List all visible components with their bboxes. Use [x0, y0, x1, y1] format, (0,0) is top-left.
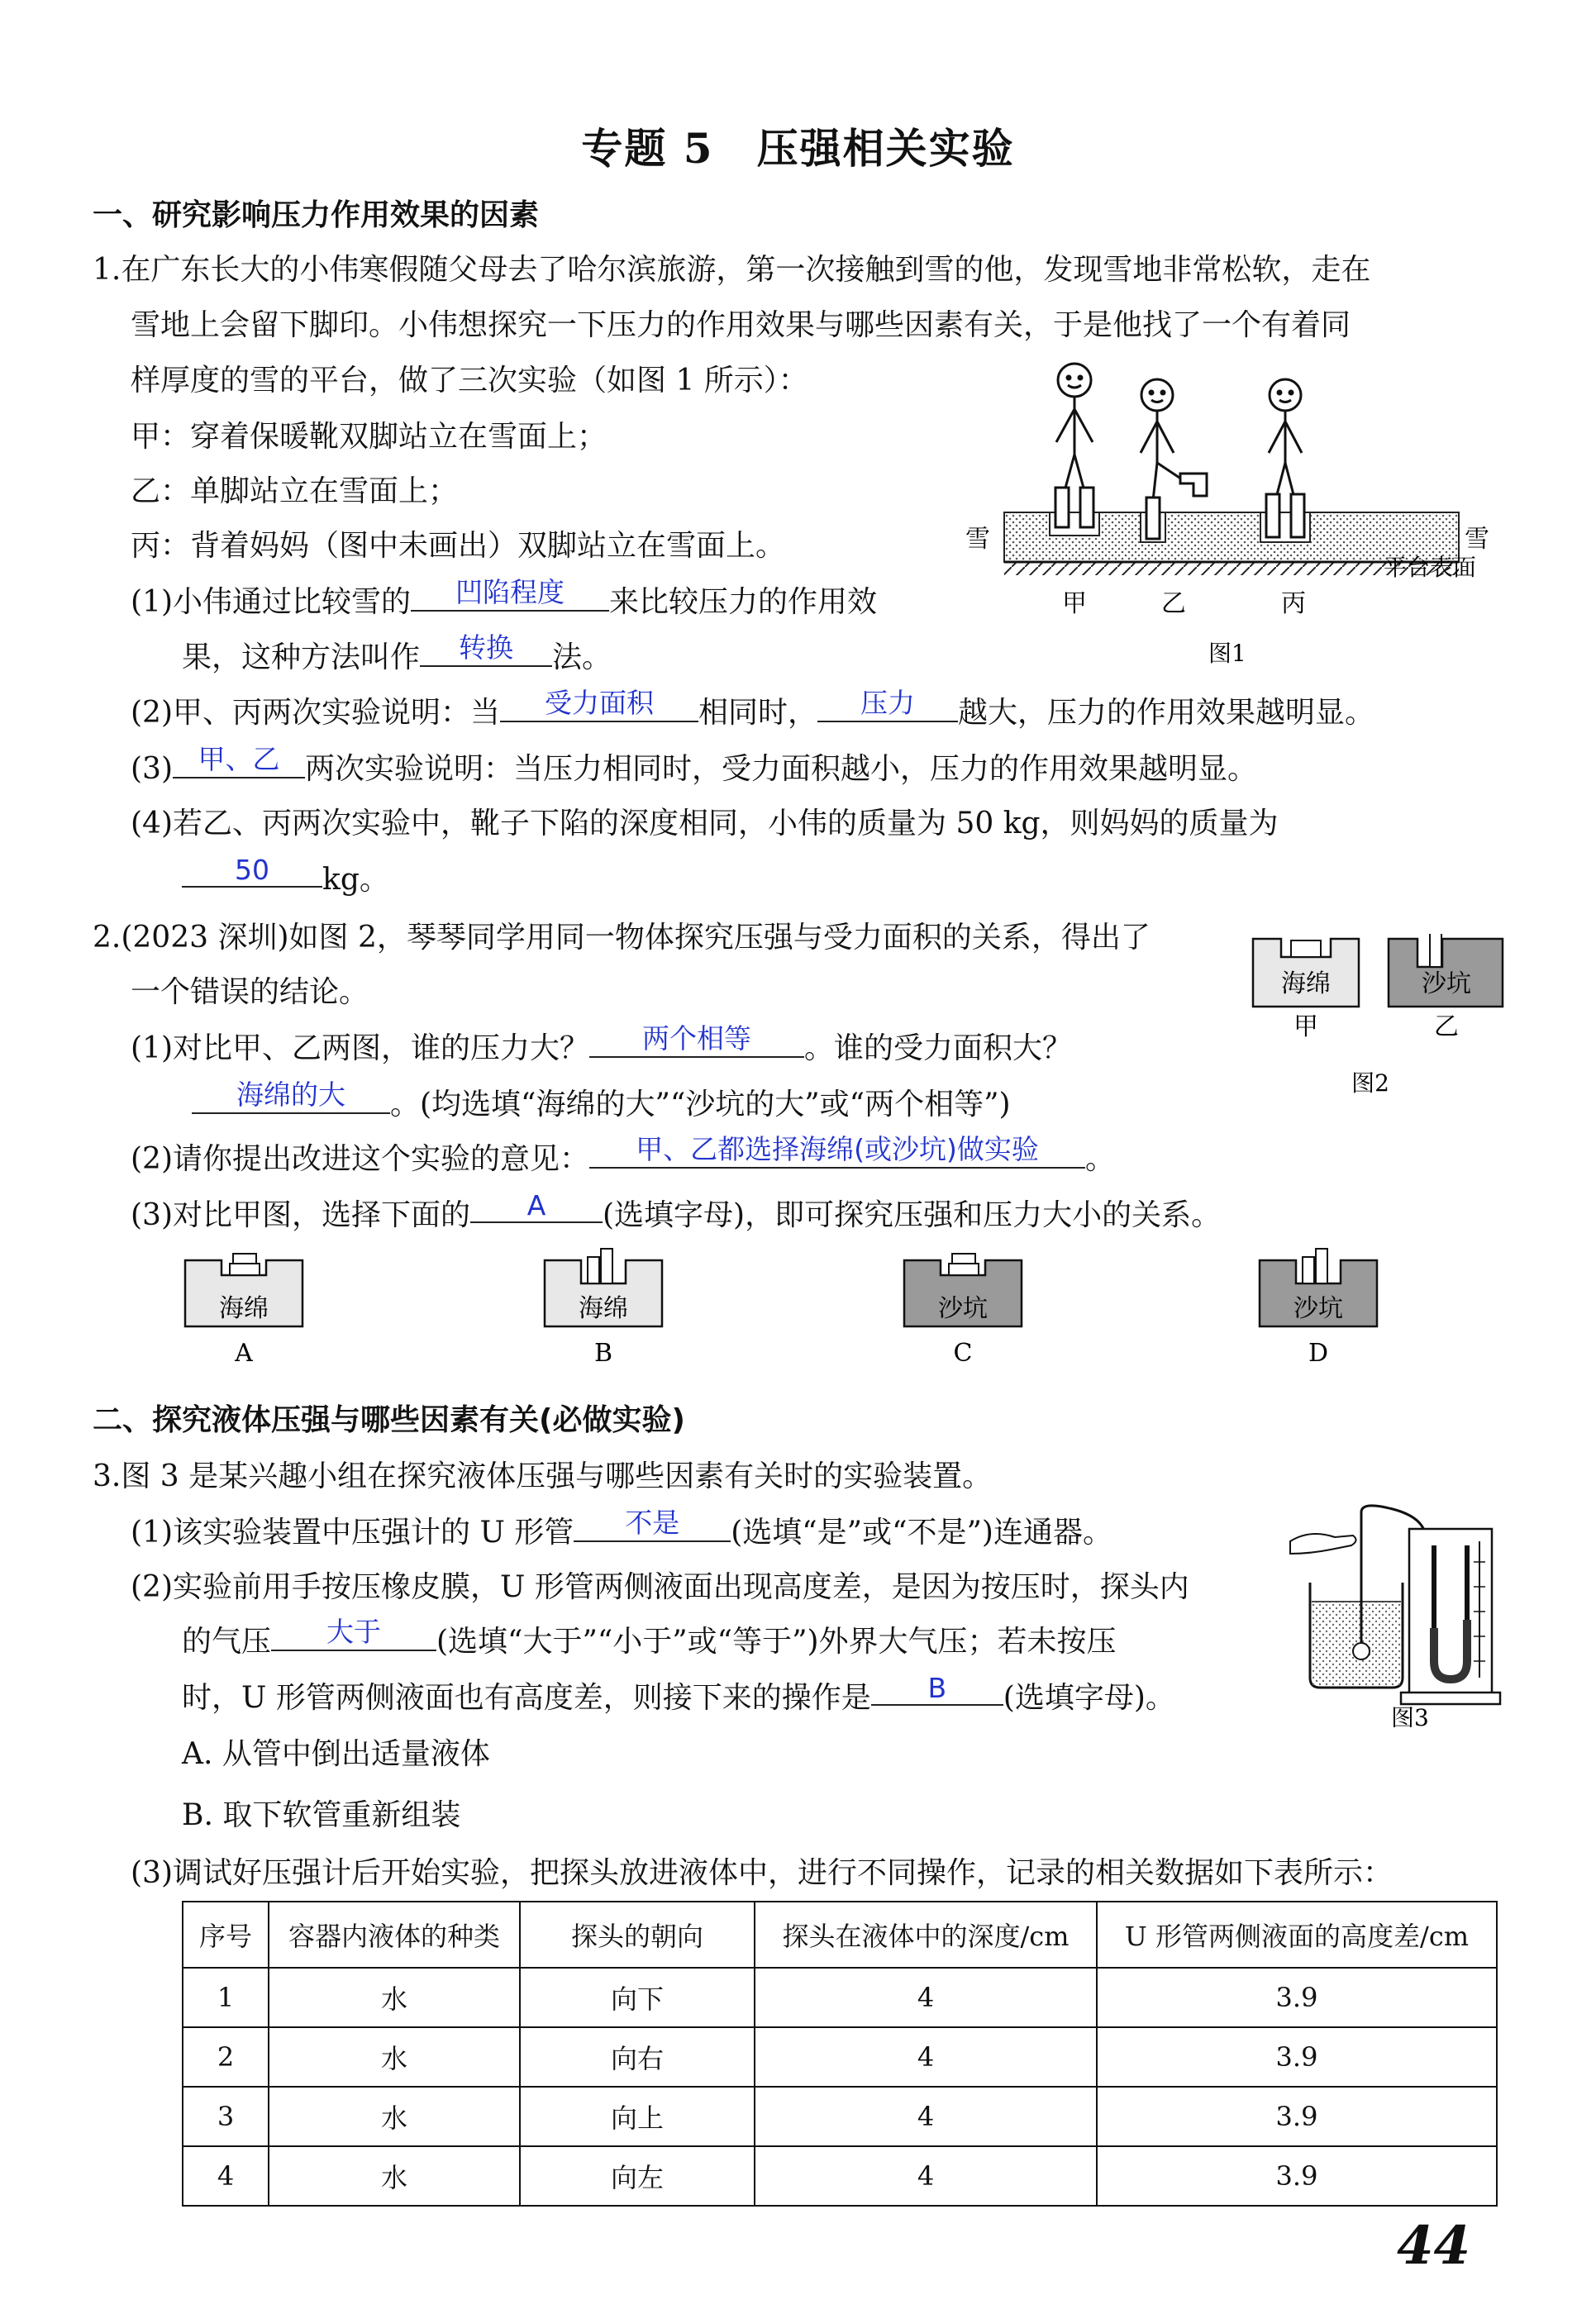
- q1-yi: 乙：单脚站立在雪面上；: [131, 474, 459, 508]
- fig1-platform-label: 平台表面: [1384, 554, 1477, 581]
- table-header: 探头在液体中的深度/cm: [755, 1902, 1097, 1968]
- table-header: U 形管两侧液面的高度差/cm: [1097, 1902, 1497, 1968]
- q2-part-1-cont: 海绵的大 。(均选填“海绵的大”“沙坑的大”或“两个相等”): [192, 1081, 1011, 1124]
- fig1-label-jia: 甲: [1062, 589, 1087, 618]
- table-cell: 3.9: [1097, 2146, 1497, 2206]
- option-d-figure[interactable]: [1256, 1244, 1380, 1376]
- table-row: [183, 2087, 1497, 2146]
- q1-part-2: (2)甲、丙两次实验说明：当 受力面积 相同时， 压力 越大，压力的作用效果越明显。: [131, 689, 1374, 732]
- figure-3-pressure-gauge: [1285, 1504, 1508, 1727]
- q2-part-2: (2)请你提出改进这个实验的意见： 甲、乙都选择海绵(或沙坑)做实验 。: [131, 1136, 1115, 1178]
- q3-part-2-cont: 的气压 大于 (选填“大于”“小于”或“等于”)外界大气压；若未按压: [182, 1618, 1117, 1661]
- q1-line-2: 雪地上会留下脚印。小伟想探究一下压力的作用效果与哪些因素有关，于是他找了一个有着同: [131, 308, 1351, 342]
- q2-answer-1[interactable]: 两个相等: [589, 1017, 804, 1058]
- option-c-figure[interactable]: [901, 1252, 1025, 1376]
- q1-bing: 丙：背着妈妈（图中未画出）双脚站立在雪面上。: [131, 529, 786, 563]
- table-header: 序号: [183, 1902, 269, 1968]
- table-header-row: [183, 1902, 1497, 1968]
- table-cell: 水: [269, 2087, 520, 2146]
- q2-answer-2[interactable]: 海绵的大: [192, 1074, 390, 1114]
- q2-line-1: 2.(2023 深圳)如图 2，琴琴同学用同一物体探究压强与受力面积的关系，得出了: [93, 921, 1151, 955]
- q3-part-3: (3)调试好压强计后开始实验，把探头放进液体中，进行不同操作，记录的相关数据如下表所示：: [131, 1856, 1393, 1890]
- table-cell: 1: [183, 1968, 269, 2027]
- table-row: [183, 2146, 1497, 2206]
- page-title: 专题 5 压强相关实验: [581, 124, 1015, 173]
- table-cell: 向左: [520, 2146, 755, 2206]
- fig1-caption: 图1: [1208, 640, 1246, 667]
- q2-part-1: (1)对比甲、乙两图，谁的压力大？ 两个相等 。谁的受力面积大？: [131, 1025, 1072, 1068]
- q1-answer-2[interactable]: 转换: [420, 626, 552, 667]
- q3-answer-3[interactable]: B: [871, 1672, 1003, 1706]
- q1-part-1: (1)小伟通过比较雪的 凹陷程度 来比较压力的作用效: [131, 578, 877, 621]
- q3-option-a: A. 从管中倒出适量液体: [182, 1737, 490, 1771]
- option-b-letter: B: [593, 1339, 613, 1368]
- q2-part-3: (3)对比甲图，选择下面的 A (选填字母)，即可探究压强和压力大小的关系。: [131, 1189, 1222, 1232]
- option-b-material: 海绵: [579, 1294, 628, 1323]
- q2-answer-3[interactable]: 甲、乙都选择海绵(或沙坑)做实验: [589, 1128, 1085, 1169]
- table-cell: 向右: [520, 2027, 755, 2087]
- q1-line-1: 1.在广东长大的小伟寒假随父母去了哈尔滨旅游，第一次接触到雪的他，发现雪地非常松软，走在: [93, 253, 1371, 287]
- q3-answer-1[interactable]: 不是: [574, 1502, 731, 1542]
- q1-line-3: 样厚度的雪的平台，做了三次实验（如图 1 所示）：: [131, 364, 808, 398]
- table-cell: 3.9: [1097, 1968, 1497, 2027]
- section-1-heading: 一、研究影响压力作用效果的因素: [93, 198, 540, 232]
- q3-part-2-cont2: 时，U 形管两侧液面也有高度差，则接下来的操作是 B (选填字母)。: [182, 1672, 1175, 1715]
- option-a-figure[interactable]: [182, 1252, 306, 1376]
- table-row: [183, 2027, 1497, 2087]
- fig1-snow-left: 雪: [965, 525, 990, 554]
- fig2-caption: 图2: [1351, 1069, 1389, 1097]
- q3-line-1: 3.图 3 是某兴趣小组在探究液体压强与哪些因素有关时的实验装置。: [93, 1459, 993, 1493]
- option-a-letter: A: [235, 1339, 253, 1368]
- table-cell: 4: [755, 2146, 1097, 2206]
- fig1-label-yi: 乙: [1161, 589, 1186, 618]
- option-d-material: 沙坑: [1293, 1294, 1343, 1323]
- table-cell: 4: [183, 2146, 269, 2206]
- table-cell: 水: [269, 2146, 520, 2206]
- fig1-snow-right: 雪: [1465, 525, 1489, 554]
- q2-line-2: 一个错误的结论。: [131, 975, 369, 1009]
- q1-part-1-cont: 果，这种方法叫作 转换 法。: [182, 634, 612, 677]
- q1-part-4-cont: 50 kg。: [182, 856, 389, 898]
- fig2-sand-label: 沙坑: [1422, 969, 1471, 998]
- q1-answer-4[interactable]: 压力: [817, 682, 958, 722]
- q1-answer-5[interactable]: 甲、乙: [173, 738, 305, 778]
- table-header: 探头的朝向: [520, 1902, 755, 1968]
- figure-2-sponge-sand: [1248, 934, 1513, 1116]
- table-cell: 4: [755, 1968, 1097, 2027]
- data-table: [182, 1901, 1498, 2207]
- table-cell: 3.9: [1097, 2027, 1497, 2087]
- fig3-caption: 图3: [1391, 1704, 1429, 1727]
- page-number: 44: [1397, 2215, 1471, 2277]
- table-cell: 3.9: [1097, 2087, 1497, 2146]
- q1-jia: 甲：穿着保暖靴双脚站立在雪面上；: [131, 420, 607, 454]
- q1-part-4: (4)若乙、丙两次实验中，靴子下陷的深度相同，小伟的质量为 50 kg，则妈妈的质量为: [131, 807, 1279, 840]
- fig2-label-yi: 乙: [1434, 1012, 1459, 1041]
- q1-answer-3[interactable]: 受力面积: [500, 682, 698, 722]
- q3-part-1: (1)该实验装置中压强计的 U 形管 不是 (选填“是”或“不是”)连通器。: [131, 1509, 1112, 1552]
- q1-answer-6[interactable]: 50: [182, 854, 322, 888]
- q1-part-3: (3) 甲、乙 两次实验说明：当压力相同时，受力面积越小，压力的作用效果越明显。: [131, 745, 1257, 788]
- q3-answer-2[interactable]: 大于: [271, 1611, 436, 1651]
- table-cell: 向上: [520, 2087, 755, 2146]
- table-cell: 4: [755, 2027, 1097, 2087]
- q3-part-2: (2)实验前用手按压橡皮膜，U 形管两侧液面出现高度差，是因为按压时，探头内: [131, 1570, 1189, 1604]
- option-a-material: 海绵: [219, 1294, 269, 1323]
- table-cell: 2: [183, 2027, 269, 2087]
- table-header: 容器内液体的种类: [269, 1902, 520, 1968]
- option-c-material: 沙坑: [938, 1294, 988, 1323]
- q2-answer-4[interactable]: A: [470, 1189, 603, 1223]
- table-cell: 水: [269, 2027, 520, 2087]
- table-cell: 4: [755, 2087, 1097, 2146]
- table-row: [183, 1968, 1497, 2027]
- person-jia: [1055, 364, 1093, 527]
- fig2-sponge-label: 海绵: [1281, 969, 1331, 998]
- figure-1-snow-platform: [959, 355, 1504, 669]
- option-c-letter: C: [953, 1339, 973, 1368]
- option-d-letter: D: [1308, 1339, 1329, 1368]
- q1-answer-1[interactable]: 凹陷程度: [411, 571, 609, 612]
- fig2-label-jia: 甲: [1293, 1012, 1318, 1041]
- fig1-label-bing: 丙: [1281, 589, 1306, 618]
- table-cell: 3: [183, 2087, 269, 2146]
- q3-option-b: B. 取下软管重新组装: [182, 1798, 461, 1832]
- section-2-heading: 二、探究液体压强与哪些因素有关(必做实验): [93, 1403, 685, 1437]
- table-cell: 向下: [520, 1968, 755, 2027]
- option-b-figure[interactable]: [541, 1244, 665, 1376]
- table-cell: 水: [269, 1968, 520, 2027]
